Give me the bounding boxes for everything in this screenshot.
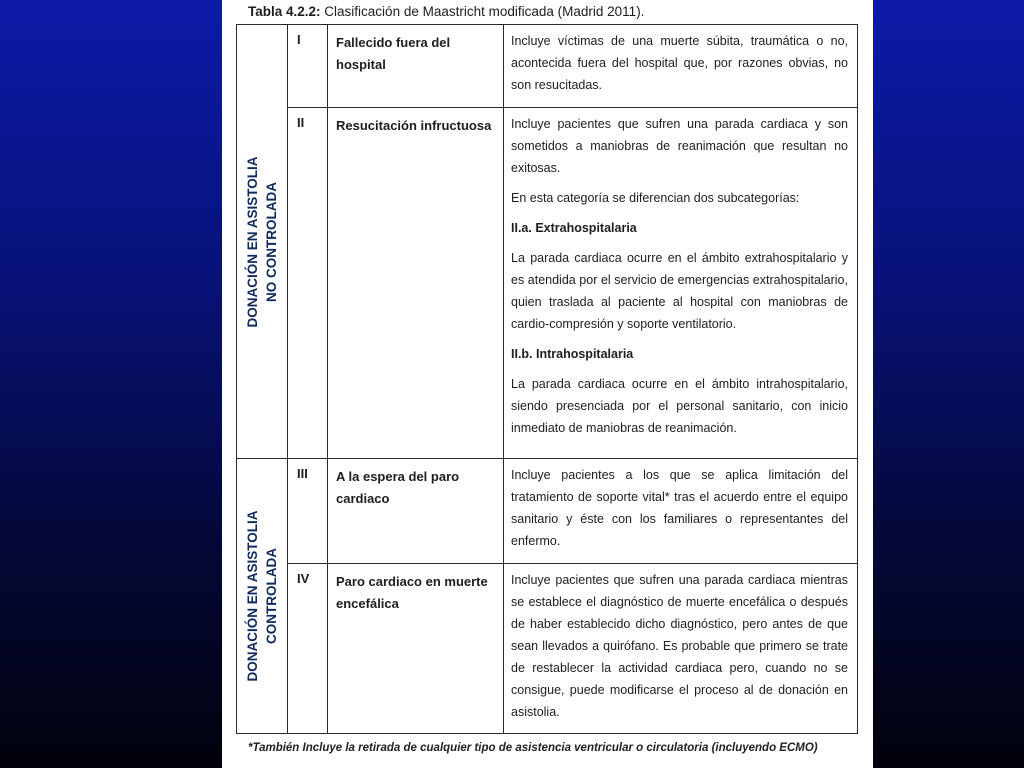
category-name: Paro cardiaco en muerte encefálica xyxy=(328,564,504,734)
category-name: Fallecido fuera del hospital xyxy=(328,25,504,108)
table-row xyxy=(237,564,858,734)
document-page xyxy=(222,0,873,768)
category-description: Incluye víctimas de una muerte súbita, traumática o no, acontecida fuera del hospital que, por razones obvias, no son resucitadas. xyxy=(504,25,858,108)
caption-text: Clasificación de Maastricht modificada (Madrid 2011). xyxy=(324,4,645,19)
group-label-uncontrolled: DONACIÓN EN ASISTOLIA NO CONTROLADA xyxy=(245,155,279,328)
subcategory-title: II.b. Intrahospitalaria xyxy=(511,347,634,361)
category-number: IV xyxy=(288,564,328,734)
table-row xyxy=(237,25,858,108)
group-cell-uncontrolled xyxy=(237,25,288,459)
category-description: Incluye pacientes que sufren una parada cardiaca mientras se establece el diagnóstico de muerte encefálica o después de haber establecido dicho diagnóstico, pero antes de que sean llevados a quirófano. Es probable que primero se trate de restablecer la actividad cardiaca pero, cuando no se consigue, puede modificarse el proceso al de donación en asistolia. xyxy=(504,564,858,734)
category-number: III xyxy=(288,459,328,564)
caption-label: Tabla 4.2.2: xyxy=(248,4,321,19)
table-footnote: *También Incluye la retirada de cualquier tipo de asistencia ventricular o circulatoria (incluyendo ECMO) xyxy=(248,742,818,754)
category-name: A la espera del paro cardiaco xyxy=(328,459,504,564)
category-description: Incluye pacientes a los que se aplica limitación del tratamiento de soporte vital* tras el acuerdo entre el equipo sanitario y éste con los familiares o representantes del enfermo. xyxy=(504,459,858,564)
table-row xyxy=(237,108,858,459)
subcategory-intro: En esta categoría se diferencian dos subcategorías: xyxy=(511,191,800,205)
table-row xyxy=(237,459,858,564)
table-caption xyxy=(248,4,644,19)
subcategory-text: La parada cardiaca ocurre en el ámbito intrahospitalario, siendo presenciada por el personal sanitario, con inicio inmediato de maniobras de reanimación. xyxy=(511,377,848,435)
category-name: Resucitación infructuosa xyxy=(328,108,504,459)
group-label-controlled: DONACIÓN EN ASISTOLIA CONTROLADA xyxy=(245,510,279,682)
category-number: I xyxy=(288,25,328,108)
group-cell-controlled xyxy=(237,459,288,734)
maastricht-table xyxy=(236,24,858,734)
subcategory-text: La parada cardiaca ocurre en el ámbito extrahospitalario y es atendida por el servicio de emergencias extrahospitalario, quien traslada al paciente al hospital con maniobras de cardio-compresión y soporte ventilatorio. xyxy=(511,251,848,331)
category-number: II xyxy=(288,108,328,459)
subcategory-title: II.a. Extrahospitalaria xyxy=(511,221,637,235)
category-description: Incluye pacientes que sufren una parada cardiaca y son sometidos a maniobras de reanimación que resultan no exitosas. En esta categoría se diferencian dos subcategorías: II.a. Extrahospitalaria La parada cardiaca ocurre en el ámbito extrahospitalario y es atendida por el servicio de emergencias extrahospitalario, quien traslada al paciente al hospital con maniobras de cardio-compresión y soporte ventilatorio. II.b. Intrahospitalaria La parada cardiaca ocurre en el ámbito intrahospitalario, siendo presenciada por el personal sanitario, con inicio inmediato de maniobras de reanimación. xyxy=(504,108,858,459)
